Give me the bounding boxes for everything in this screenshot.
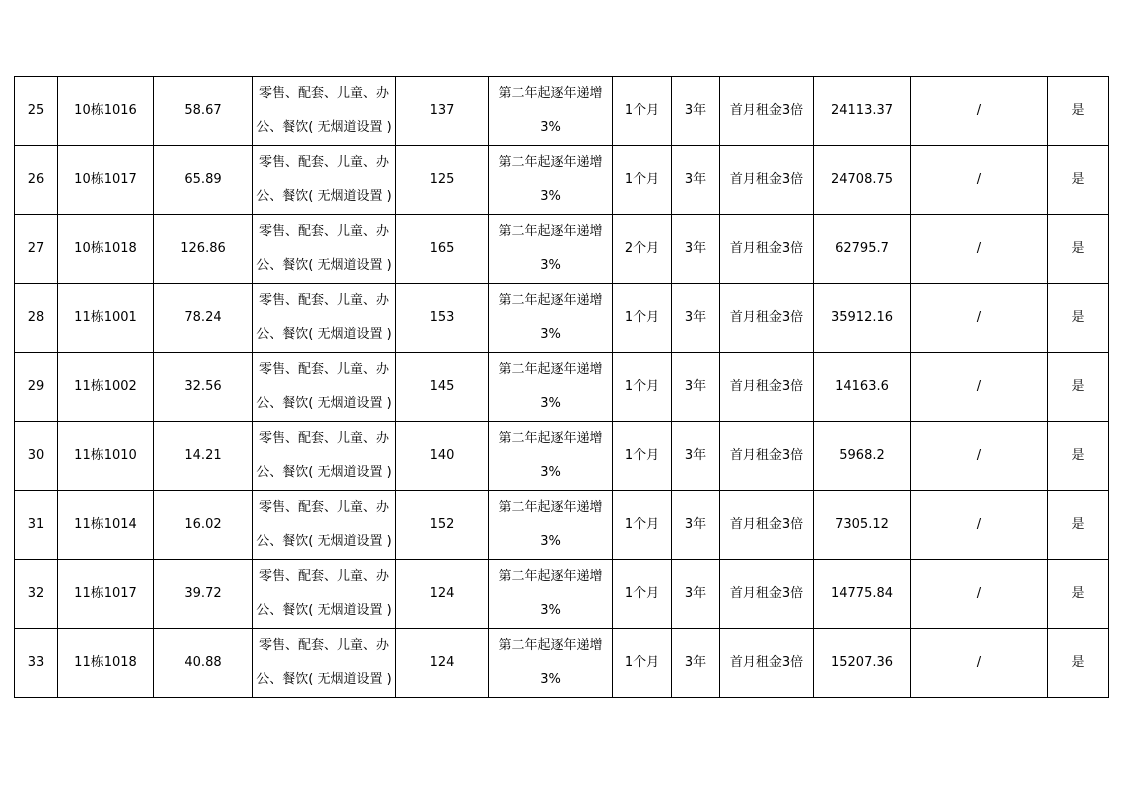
cell-business-use-line-2: 公、餐饮( 无烟道设置 ) <box>256 396 392 411</box>
cell-business-use <box>253 560 396 629</box>
cell-rent-increase-line-2: 3% <box>540 465 561 480</box>
cell-rent-increase-line-1: 第二年起逐年递增 <box>498 155 603 170</box>
cell-remark: / <box>911 353 1048 422</box>
cell-unit: 10栋1017 <box>58 146 154 215</box>
cell-rent-increase <box>489 353 613 422</box>
cell-business-use-line-1: 零售、配套、儿童、办 <box>258 569 389 584</box>
cell-rent-increase-line-2: 3% <box>540 327 561 342</box>
cell-lease-term: 3年 <box>672 353 720 422</box>
cell-unit-price: 153 <box>396 284 489 353</box>
cell-business-use-line-1: 零售、配套、儿童、办 <box>258 155 389 170</box>
cell-deposit-amount: 7305.12 <box>814 491 911 560</box>
cell-remark: / <box>911 491 1048 560</box>
cell-unit-price: 152 <box>396 491 489 560</box>
cell-row-number: 25 <box>15 77 58 146</box>
cell-business-use-line-1: 零售、配套、儿童、办 <box>258 224 389 239</box>
cell-business-use <box>253 353 396 422</box>
cell-flag: 是 <box>1048 215 1109 284</box>
cell-deposit-rule: 首月租金3倍 <box>720 146 814 215</box>
cell-deposit-amount: 14775.84 <box>814 560 911 629</box>
cell-free-period: 1个月 <box>613 629 672 698</box>
cell-business-use-line-2: 公、餐饮( 无烟道设置 ) <box>256 120 392 135</box>
table-body <box>15 77 1109 698</box>
cell-row-number: 29 <box>15 353 58 422</box>
cell-flag: 是 <box>1048 146 1109 215</box>
cell-unit-price: 124 <box>396 629 489 698</box>
table-row <box>15 629 1109 698</box>
cell-row-number: 30 <box>15 422 58 491</box>
cell-business-use-line-1: 零售、配套、儿童、办 <box>258 638 389 653</box>
cell-deposit-rule: 首月租金3倍 <box>720 491 814 560</box>
cell-rent-increase <box>489 77 613 146</box>
cell-deposit-rule: 首月租金3倍 <box>720 422 814 491</box>
cell-rent-increase-line-1: 第二年起逐年递增 <box>498 293 603 308</box>
cell-free-period: 1个月 <box>613 353 672 422</box>
cell-flag: 是 <box>1048 77 1109 146</box>
cell-lease-term: 3年 <box>672 284 720 353</box>
cell-rent-increase <box>489 422 613 491</box>
cell-rent-increase <box>489 284 613 353</box>
cell-rent-increase-line-1: 第二年起逐年递增 <box>498 362 603 377</box>
cell-rent-increase-line-2: 3% <box>540 603 561 618</box>
cell-business-use-line-2: 公、餐饮( 无烟道设置 ) <box>256 672 392 687</box>
cell-flag: 是 <box>1048 629 1109 698</box>
cell-rent-increase-line-2: 3% <box>540 258 561 273</box>
table-row <box>15 491 1109 560</box>
cell-rent-increase-line-1: 第二年起逐年递增 <box>498 638 603 653</box>
cell-rent-increase <box>489 560 613 629</box>
cell-remark: / <box>911 422 1048 491</box>
cell-business-use <box>253 629 396 698</box>
cell-lease-term: 3年 <box>672 629 720 698</box>
cell-rent-increase-line-2: 3% <box>540 672 561 687</box>
cell-area: 58.67 <box>154 77 253 146</box>
cell-unit-price: 145 <box>396 353 489 422</box>
cell-unit: 11栋1017 <box>58 560 154 629</box>
table-row <box>15 560 1109 629</box>
cell-unit-price: 140 <box>396 422 489 491</box>
cell-row-number: 33 <box>15 629 58 698</box>
cell-unit: 11栋1018 <box>58 629 154 698</box>
cell-deposit-amount: 24113.37 <box>814 77 911 146</box>
cell-unit: 10栋1016 <box>58 77 154 146</box>
cell-row-number: 27 <box>15 215 58 284</box>
cell-remark: / <box>911 77 1048 146</box>
cell-business-use-line-2: 公、餐饮( 无烟道设置 ) <box>256 465 392 480</box>
cell-area: 78.24 <box>154 284 253 353</box>
cell-free-period: 1个月 <box>613 284 672 353</box>
cell-rent-increase <box>489 491 613 560</box>
cell-flag: 是 <box>1048 560 1109 629</box>
cell-lease-term: 3年 <box>672 215 720 284</box>
cell-rent-increase-line-1: 第二年起逐年递增 <box>498 86 603 101</box>
cell-deposit-rule: 首月租金3倍 <box>720 284 814 353</box>
cell-deposit-rule: 首月租金3倍 <box>720 215 814 284</box>
cell-unit: 10栋1018 <box>58 215 154 284</box>
cell-rent-increase-line-1: 第二年起逐年递增 <box>498 500 603 515</box>
cell-deposit-amount: 35912.16 <box>814 284 911 353</box>
cell-deposit-rule: 首月租金3倍 <box>720 353 814 422</box>
cell-remark: / <box>911 560 1048 629</box>
cell-flag: 是 <box>1048 353 1109 422</box>
cell-deposit-amount: 14163.6 <box>814 353 911 422</box>
cell-unit: 11栋1001 <box>58 284 154 353</box>
cell-rent-increase-line-1: 第二年起逐年递增 <box>498 224 603 239</box>
cell-unit-price: 124 <box>396 560 489 629</box>
cell-business-use-line-2: 公、餐饮( 无烟道设置 ) <box>256 189 392 204</box>
cell-rent-increase-line-2: 3% <box>540 189 561 204</box>
cell-area: 39.72 <box>154 560 253 629</box>
cell-deposit-amount: 15207.36 <box>814 629 911 698</box>
cell-flag: 是 <box>1048 284 1109 353</box>
cell-business-use-line-1: 零售、配套、儿童、办 <box>258 500 389 515</box>
cell-row-number: 32 <box>15 560 58 629</box>
cell-remark: / <box>911 629 1048 698</box>
cell-area: 32.56 <box>154 353 253 422</box>
table-row <box>15 77 1109 146</box>
cell-remark: / <box>911 215 1048 284</box>
cell-unit: 11栋1010 <box>58 422 154 491</box>
cell-unit-price: 165 <box>396 215 489 284</box>
cell-area: 65.89 <box>154 146 253 215</box>
cell-flag: 是 <box>1048 422 1109 491</box>
cell-flag: 是 <box>1048 491 1109 560</box>
cell-rent-increase-line-2: 3% <box>540 120 561 135</box>
cell-business-use-line-1: 零售、配套、儿童、办 <box>258 86 389 101</box>
cell-lease-term: 3年 <box>672 77 720 146</box>
cell-business-use <box>253 215 396 284</box>
cell-unit: 11栋1014 <box>58 491 154 560</box>
cell-business-use-line-2: 公、餐饮( 无烟道设置 ) <box>256 327 392 342</box>
cell-business-use-line-1: 零售、配套、儿童、办 <box>258 431 389 446</box>
cell-rent-increase-line-1: 第二年起逐年递增 <box>498 569 603 584</box>
cell-free-period: 2个月 <box>613 215 672 284</box>
cell-area: 126.86 <box>154 215 253 284</box>
table-row <box>15 146 1109 215</box>
cell-unit-price: 125 <box>396 146 489 215</box>
cell-business-use <box>253 77 396 146</box>
cell-business-use-line-2: 公、餐饮( 无烟道设置 ) <box>256 534 392 549</box>
cell-area: 40.88 <box>154 629 253 698</box>
cell-rent-increase-line-1: 第二年起逐年递增 <box>498 431 603 446</box>
table-row <box>15 284 1109 353</box>
cell-free-period: 1个月 <box>613 491 672 560</box>
cell-rent-increase <box>489 215 613 284</box>
table-row <box>15 422 1109 491</box>
cell-free-period: 1个月 <box>613 422 672 491</box>
cell-unit: 11栋1002 <box>58 353 154 422</box>
cell-business-use-line-1: 零售、配套、儿童、办 <box>258 362 389 377</box>
cell-deposit-rule: 首月租金3倍 <box>720 77 814 146</box>
cell-lease-term: 3年 <box>672 422 720 491</box>
cell-deposit-rule: 首月租金3倍 <box>720 629 814 698</box>
cell-business-use <box>253 491 396 560</box>
cell-business-use <box>253 284 396 353</box>
leasing-table <box>14 76 1109 698</box>
cell-deposit-rule: 首月租金3倍 <box>720 560 814 629</box>
cell-business-use-line-2: 公、餐饮( 无烟道设置 ) <box>256 603 392 618</box>
cell-free-period: 1个月 <box>613 77 672 146</box>
cell-rent-increase <box>489 146 613 215</box>
cell-row-number: 31 <box>15 491 58 560</box>
cell-area: 16.02 <box>154 491 253 560</box>
table-row <box>15 353 1109 422</box>
cell-lease-term: 3年 <box>672 146 720 215</box>
cell-row-number: 28 <box>15 284 58 353</box>
cell-free-period: 1个月 <box>613 560 672 629</box>
cell-deposit-amount: 5968.2 <box>814 422 911 491</box>
cell-business-use-line-1: 零售、配套、儿童、办 <box>258 293 389 308</box>
cell-rent-increase-line-2: 3% <box>540 396 561 411</box>
cell-row-number: 26 <box>15 146 58 215</box>
cell-remark: / <box>911 284 1048 353</box>
cell-free-period: 1个月 <box>613 146 672 215</box>
cell-business-use <box>253 146 396 215</box>
cell-remark: / <box>911 146 1048 215</box>
cell-rent-increase-line-2: 3% <box>540 534 561 549</box>
cell-deposit-amount: 62795.7 <box>814 215 911 284</box>
cell-business-use <box>253 422 396 491</box>
table-row <box>15 215 1109 284</box>
cell-area: 14.21 <box>154 422 253 491</box>
cell-business-use-line-2: 公、餐饮( 无烟道设置 ) <box>256 258 392 273</box>
cell-unit-price: 137 <box>396 77 489 146</box>
cell-rent-increase <box>489 629 613 698</box>
cell-lease-term: 3年 <box>672 491 720 560</box>
cell-lease-term: 3年 <box>672 560 720 629</box>
cell-deposit-amount: 24708.75 <box>814 146 911 215</box>
